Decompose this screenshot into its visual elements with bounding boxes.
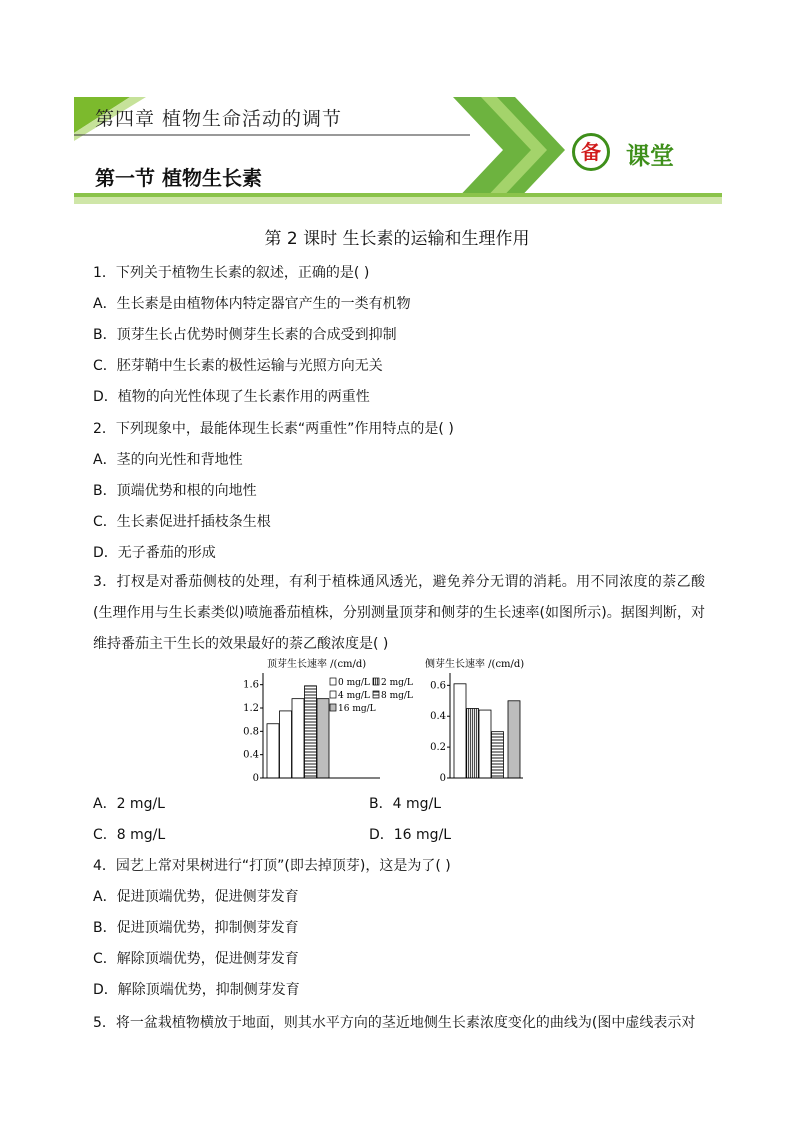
chart-2-bar xyxy=(508,701,520,778)
chart-2-y-axis-label: 侧芽生长速率 /(cm/d) xyxy=(425,659,525,670)
logo-icon: 备 xyxy=(572,133,610,171)
chart-1-bar xyxy=(317,699,329,778)
chart-2-bar xyxy=(454,684,466,778)
chart-1-bar xyxy=(292,699,304,778)
page-header xyxy=(0,0,794,210)
chart-1-bar xyxy=(267,724,279,778)
question-3-option-b: B．4 mg/L xyxy=(369,796,442,812)
question-1-option-c: C．胚芽鞘中生长素的极性运输与光照方向无关 xyxy=(93,358,383,374)
chart-2-bar xyxy=(467,709,479,778)
chart-1-y-tick-label: 1.6 xyxy=(243,679,259,691)
chart-1-legend-swatch xyxy=(330,704,336,711)
chart-1-legend-label: 0 mg/L xyxy=(338,678,370,688)
chart-2-y-tick-label: 0.4 xyxy=(430,711,446,723)
question-2-option-b: B．顶端优势和根的向地性 xyxy=(93,483,257,499)
chart-1-legend-label: 8 mg/L xyxy=(381,691,413,701)
chart-1-bar xyxy=(305,686,317,778)
chart-1-legend-swatch xyxy=(330,678,336,685)
chart-2-bar xyxy=(479,710,491,778)
question-2-option-a: A．茎的向光性和背地性 xyxy=(93,452,243,468)
logo-text: 课堂 xyxy=(626,142,674,170)
question-3-option-a: A．2 mg/L xyxy=(93,796,165,812)
chart-1-bar xyxy=(280,711,292,778)
question-4-option-b: B．促进顶端优势，抑制侧芽发育 xyxy=(93,920,299,936)
chart-1-legend-label: 4 mg/L xyxy=(338,691,370,701)
chart-1-y-tick-label: 0 xyxy=(252,773,259,784)
question-1-option-a: A．生长素是由植物体内特定器官产生的一类有机物 xyxy=(93,296,411,312)
chart-2-y-tick-label: 0.2 xyxy=(430,742,446,754)
question-5-stem: 5．将一盆栽植物横放于地面，则其水平方向的茎近地侧生长素浓度变化的曲线为(图中虚线表示对 xyxy=(93,1015,696,1031)
question-4-option-c: C．解除顶端优势，促进侧芽发育 xyxy=(93,951,299,967)
question-1-option-b: B．顶芽生长占优势时侧芽生长素的合成受到抑制 xyxy=(93,327,397,343)
chart-1-legend-label: 16 mg/L xyxy=(338,704,376,714)
chart-1-legend-swatch xyxy=(373,678,379,685)
chart-1-legend-swatch xyxy=(373,691,379,698)
question-2-stem: 2．下列现象中，最能体现生长素“两重性”作用特点的是( ) xyxy=(93,421,454,437)
question-3-stem: 3．打杈是对番茄侧枝的处理，有利于植株通风透光，避免养分无谓的消耗。用不同浓度的萘乙酸(生理作用与生长素类似)喷施番茄植株，分别测量顶芽和侧芽的生长速率(如图所示)。据图判断，对维持番茄主干生长的效果最好的萘乙酸浓度是( ) xyxy=(93,574,705,652)
question-4-option-a: A．促进顶端优势，促进侧芽发育 xyxy=(93,889,299,905)
chart-2-y-tick-label: 0 xyxy=(439,773,446,784)
question-4-option-d: D．解除顶端优势，抑制侧芽发育 xyxy=(93,982,300,998)
chart-1-y-axis-label: 顶芽生长速率 /(cm/d) xyxy=(267,659,367,670)
lateral-bud-growth-chart xyxy=(420,655,540,785)
question-2-option-d: D．无子番茄的形成 xyxy=(93,545,216,561)
chart-1-y-tick-label: 1.2 xyxy=(243,703,259,714)
chart-2-y-tick-label: 0.6 xyxy=(430,680,446,692)
section-title: 第一节 植物生长素 xyxy=(95,166,262,190)
question-1-stem: 1．下列关于植物生长素的叙述，正确的是( ) xyxy=(93,265,370,281)
question-1-option-d: D．植物的向光性体现了生长素作用的两重性 xyxy=(93,389,370,405)
question-3-option-d: D．16 mg/L xyxy=(369,827,452,843)
chart-1-legend-swatch xyxy=(330,691,336,698)
chart-1-y-tick-label: 0.8 xyxy=(243,726,259,738)
question-2-option-c: C．生长素促进扦插枝条生根 xyxy=(93,514,271,530)
chart-1-legend-label: 2 mg/L xyxy=(381,678,413,688)
chart-2-bar xyxy=(492,732,504,778)
question-4-stem: 4．园艺上常对果树进行“打顶”(即去掉顶芽)，这是为了( ) xyxy=(93,858,451,874)
chapter-title: 第四章 植物生命活动的调节 xyxy=(95,108,343,130)
question-3-option-c: C．8 mg/L xyxy=(93,827,166,843)
chart-1-y-tick-label: 0.4 xyxy=(243,749,259,761)
lesson-title: 第 2 课时 生长素的运输和生理作用 xyxy=(264,229,530,249)
terminal-bud-growth-chart xyxy=(235,655,413,785)
